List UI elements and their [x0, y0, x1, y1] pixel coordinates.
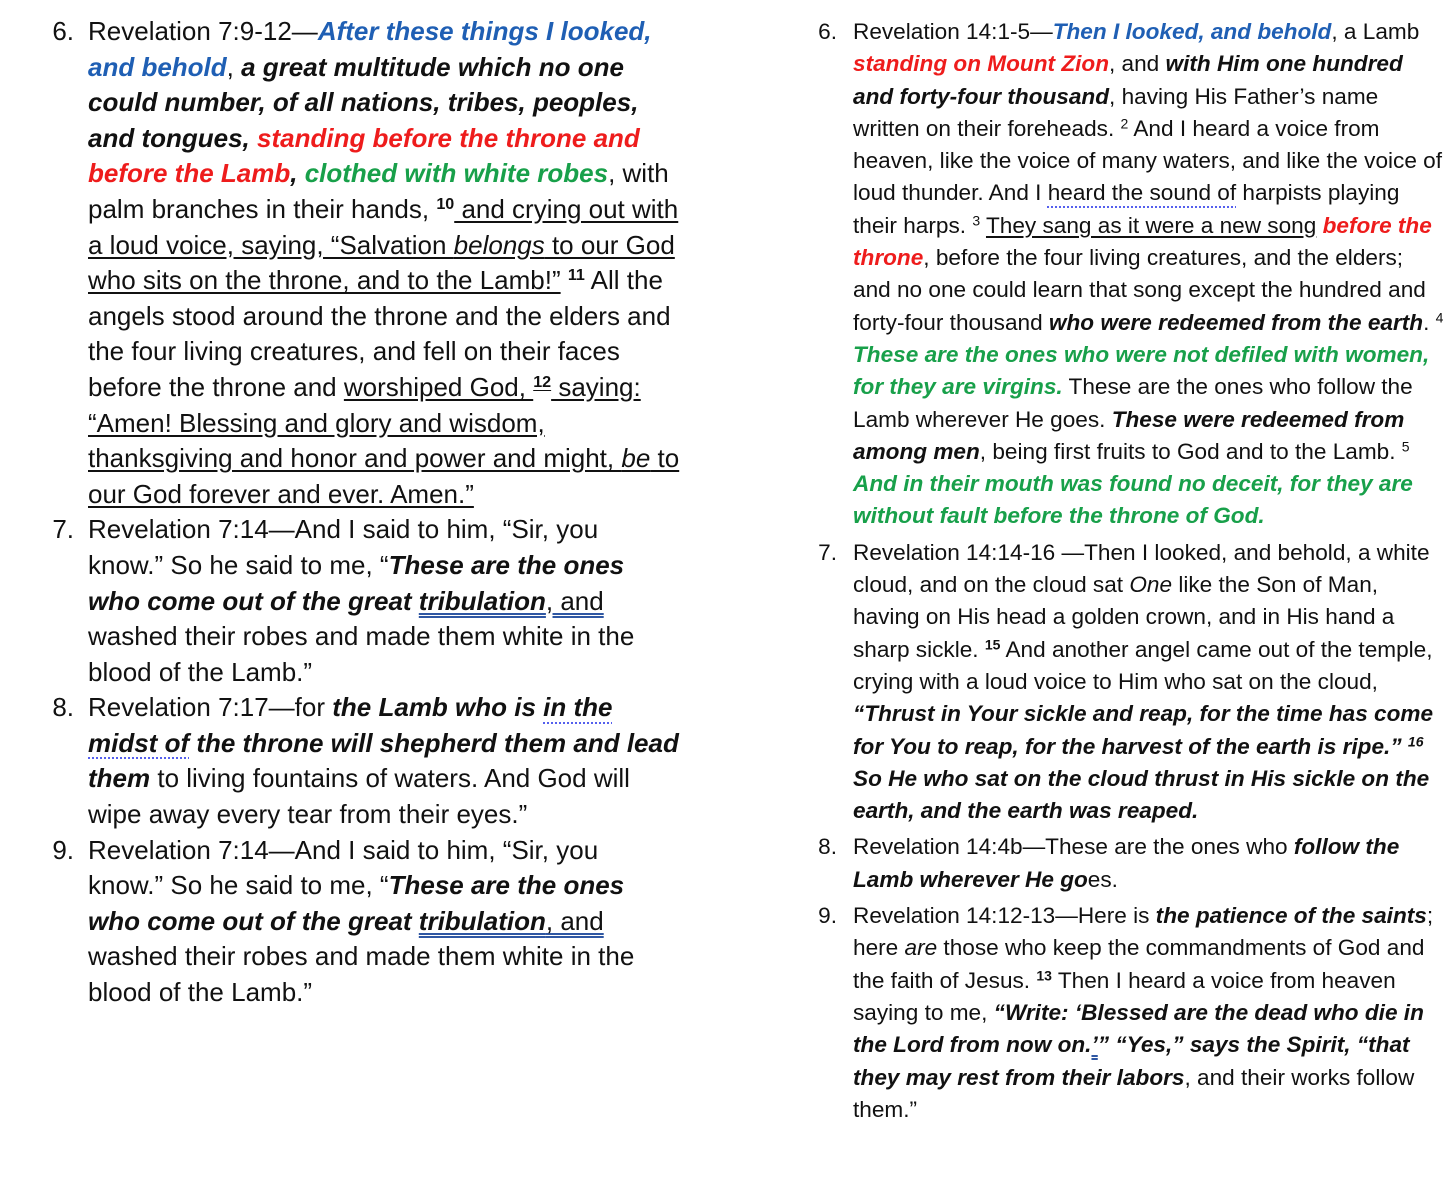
verse-number: 3 — [972, 212, 981, 229]
verse-number: 16 — [1407, 732, 1424, 749]
verse-number: 11 — [567, 266, 585, 285]
item-text: Revelation 7:9-12—After these things I looked, and behold, a great multitude which no one could number, of all nations, tribes, peoples, and tongues, standing before the throne and before the Lamb, clothed with white robes, with palm branches in their hands, $^{10}$ and crying out with a loud voice, saying, “Salvation belongs to our God who sits on the throne, and to the Lamb!” $^{11}$ All the angels stood around the throne and the elders and the four living creatures, and fell on their faces before the throne and worshiped God, $^{12}$ saying: “Amen! Blessing and glory and wisdom, thanksgiving and honor and power and might, be to our God forever and ever. Amen.” — [88, 16, 680, 509]
item-text: Revelation 14:1-5—Then I looked, and behold, a Lamb standing on Mount Zion, and with Him one hundred and forty-four thousand, having His Father’s name written on their foreheads. $^2$ And I heard a voice from heaven, like the voice of many waters, and like the voice of loud thunder. And I heard the sound of harpists playing their harps. $^3$ They sang as it were a new song before the throne, before the four living creatures, and the elders; and no one could learn that song except the hundred and forty-four thousand who were redeemed from the earth. $^4$ These are the ones who were not defiled with women, for they are virgins. These are the ones who follow the Lamb wherever He goes. These were redeemed from among men, being first fruits to God and to the Lamb. $^5$ And in their mouth was found no deceit, for they are without fault before the throne of God. — [853, 19, 1444, 529]
item-text: Revelation 7:14—And I said to him, “Sir, you know.” So he said to me, “These are the ones who come out of the great tribulation, and washed their robes and made them white in the blood of the Lamb.” — [88, 514, 635, 687]
item-number: 9. — [818, 903, 837, 929]
item-text: Revelation 14:14-16 —Then I looked, and behold, a white cloud, and on the cloud sat One like the Son of Man, having on His head a golden crown, and in His hand a sharp sickle. $^{15}$ And another angel came out of the temple, crying with a loud voice to Him who sat on the cloud, “Thrust in Your sickle and reap, for the time has come for You to reap, for the harvest of the earth is ripe.” $^{16}$ So He who sat on the cloud thrust in His sickle on the earth, and the earth was reaped. — [853, 539, 1434, 824]
item-number: 7. — [52, 514, 74, 545]
list-item — [796, 16, 1446, 533]
list-item — [20, 833, 680, 1011]
verse-number: 12 — [533, 373, 552, 392]
item-number: 8. — [818, 834, 837, 860]
item-text: Revelation 7:14—And I said to him, “Sir, you know.” So he said to me, “These are the ones who come out of the great tribulation, and washed their robes and made them white in the blood of the Lamb.” — [88, 834, 635, 1008]
verse-number: 15 — [984, 635, 1001, 652]
item-number: 8. — [52, 692, 74, 723]
left-verse-list — [20, 14, 680, 1011]
item-text: Revelation 7:17—for the Lamb who is in the midst of the throne will shepherd them and lead them to living fountains of waters. And God will wipe away every tear from their eyes.” — [88, 692, 679, 830]
item-text: Revelation 14:12-13—Here is the patience of the saints; here are those who keep the commandments of God and the faith of Jesus. $^{13}$ Then I heard a voice from heaven saying to me, “Write: ‘Blessed are the dead who die in the Lord from now on.’” “Yes,” says the Spirit, “that they may rest from their labors, and their works follow them.” — [853, 903, 1434, 1122]
list-item — [796, 537, 1446, 828]
right-verse-list — [796, 16, 1446, 1126]
verse-number: 10 — [436, 195, 455, 214]
item-number: 6. — [52, 16, 74, 46]
list-item — [20, 14, 680, 512]
list-item — [796, 900, 1446, 1126]
verse-number: 5 — [1401, 438, 1410, 455]
verse-number: 2 — [1120, 115, 1129, 132]
item-number: 6. — [818, 19, 837, 44]
right-column — [796, 0, 1446, 1126]
item-text: Revelation 14:4b—These are the ones who follow the Lamb wherever He goes. — [853, 834, 1400, 892]
verse-number: 13 — [1036, 966, 1052, 983]
list-item — [796, 831, 1446, 896]
list-item — [20, 690, 680, 832]
list-item — [20, 512, 680, 690]
item-number: 9. — [52, 834, 74, 865]
verse-number: 4 — [1435, 308, 1444, 325]
left-column — [20, 0, 680, 1011]
item-number: 7. — [818, 539, 837, 565]
